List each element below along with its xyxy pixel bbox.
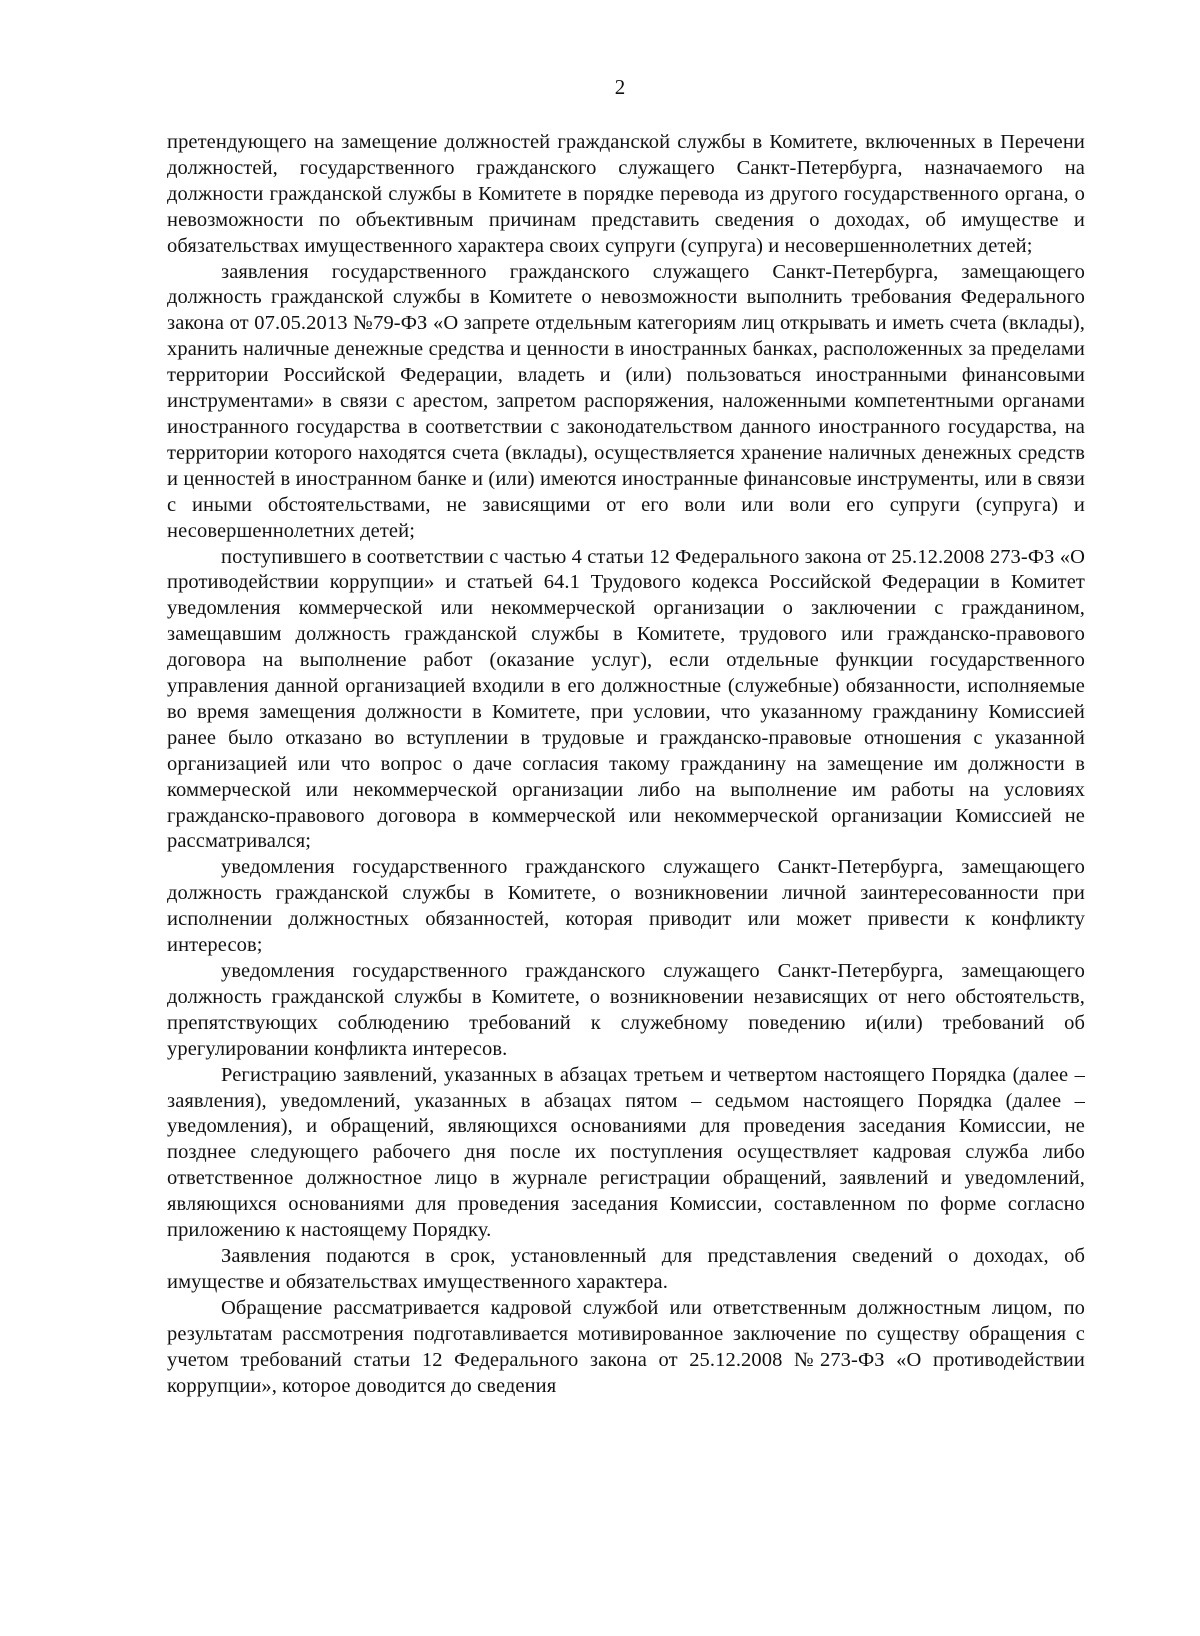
paragraph-6: Регистрацию заявлений, указанных в абзацах третьем и четвертом настоящего Порядка (далее – заявления), уведомлений, указанных в абзацах пятом – седьмом настоящего Порядка (далее – уведомления), и обращений, являющихся основаниями для проведения заседания Комиссии, не позднее следующего рабочего дня после их поступления осуществляет кадровая служба либо ответственное должностное лицо в журнале регистрации обращений, заявлений и уведомлений, являющихся основаниями для проведения заседания Комиссии, составленном по форме согласно приложению к настоящему Порядку. bbox=[167, 1063, 1085, 1242]
paragraph-5: уведомления государственного гражданского служащего Санкт-Петербурга, замещающего должность гражданской службы в Комитете, о возникновении независящих от него обстоятельств, препятствующих соблюдению требований к служебному поведению и(или) требований об урегулировании конфликта интересов. bbox=[167, 960, 1085, 1060]
paragraph-3: поступившего в соответствии с частью 4 статьи 12 Федерального закона от 25.12.2008 273-ФЗ «О противодействии коррупции» и статьей 64.1 Трудового кодекса Российской Федерации в Комитет уведомления коммерческой или некоммерческой организации о заключении с гражданином, замещавшим должность гражданской службы в Комитете, трудового или гражданско-правового договора на выполнение работ (оказание услуг), если отдельные функции государственного управления данной организацией входили в его должностные (служебные) обязанности, исполняемые во время замещения должности в Комитете, при условии, что указанному гражданину Комиссией ранее было отказано во вступлении в трудовые и гражданско-правовые отношения с указанной организацией или что вопрос о даче согласия такому гражданину на замещение им должности в коммерческой или некоммерческой организации либо на выполнение им работы на условиях гражданско-правового договора в коммерческой или некоммерческой организации Комиссией не рассматривался; bbox=[167, 545, 1085, 853]
paragraph-1: претендующего на замещение должностей гражданской службы в Комитете, включенных в Перечени должностей, государственного гражданского служащего Санкт-Петербурга, назначаемого на должности гражданской службы в Комитете в порядке перевода из другого государственного органа, о невозможности по объективным причинам представить сведения о доходах, об имуществе и обязательствах имущественного характера своих супруги (супруга) и несовершеннолетних детей; bbox=[167, 131, 1085, 257]
paragraph-2: заявления государственного гражданского служащего Санкт-Петербурга, замещающего должность гражданской службы в Комитете о невозможности выполнить требования Федерального закона от 07.05.2013 №79-ФЗ «О запрете отдельным категориям лиц открывать и иметь счета (вклады), хранить наличные денежные средства и ценности в иностранных банках, расположенных за пределами территории Российской Федерации, владеть и (или) пользоваться иностранными финансовыми инструментами» в связи с арестом, запретом распоряжения, наложенными компетентными органами иностранного государства в соответствии с законодательством данного иностранного государства, на территории которого находятся счета (вклады), осуществляется хранение наличных денежных средств и ценностей в иностранном банке и (или) имеются иностранные финансовые инструменты, или в связи с иными обстоятельствами, не зависящими от его воли или воли его супруги (супруга) и несовершеннолетних детей; bbox=[167, 260, 1085, 542]
paragraph-4: уведомления государственного гражданского служащего Санкт-Петербурга, замещающего должность гражданской службы в Комитете, о возникновении личной заинтересованности при исполнении должностных обязанностей, которая приводит или может привести к конфликту интересов; bbox=[167, 856, 1085, 957]
paragraph-8: Обращение рассматривается кадровой службой или ответственным должностным лицом, по результатам рассмотрения подготавливается мотивированное заключение по существу обращения с учетом требований статьи 12 Федерального закона от 25.12.2008 №273-ФЗ «О противодействии коррупции», которое доводится до сведения bbox=[167, 1296, 1085, 1397]
page-number: 2 bbox=[614, 75, 626, 99]
document-body bbox=[167, 130, 1085, 1399]
paragraph-7: Заявления подаются в срок, установленный для представления сведений о доходах, об имуществе и обязательствах имущественного характера. bbox=[167, 1244, 1085, 1293]
